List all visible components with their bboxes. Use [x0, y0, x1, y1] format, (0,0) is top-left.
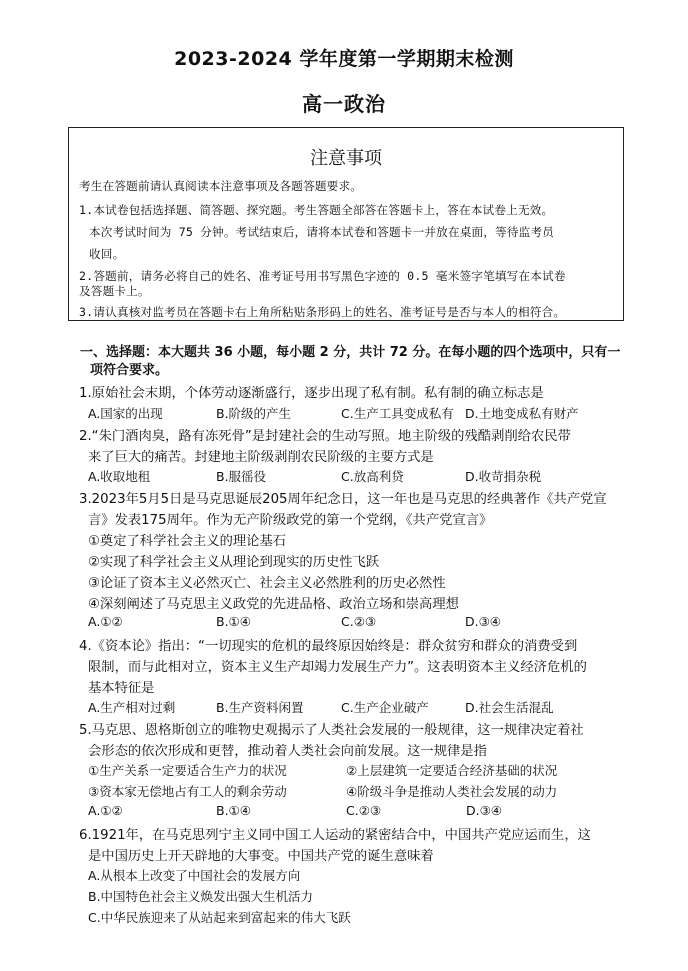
option-c: C.生产企业破产: [341, 700, 429, 715]
option-b: B.①④: [216, 803, 251, 818]
question-stem: 言》发表175周年。作为无产阶级政党的第一个党纲，《共产党宣言》: [88, 513, 493, 528]
option-c: C.生产工具变成私有: [341, 406, 454, 421]
notice-line: 3.请认真核对监考员在答题卡右上角所粘贴条形码上的姓名、准考证号是否与本人的相符合。: [79, 305, 566, 319]
option-c: C.放高利贷: [341, 469, 404, 484]
statement-item: ①奠定了科学社会主义的理论基石: [88, 534, 287, 549]
option-b: B.生产资料闲置: [216, 700, 304, 715]
option-b: B.①④: [216, 614, 251, 629]
statement-item: ③资本家无偿地占有工人的剩余劳动: [88, 784, 287, 799]
notice-line: 及答题卡上。: [79, 284, 150, 298]
option-d: D.收苛捐杂税: [465, 469, 542, 484]
notice-line: 1.本试卷包括选择题、简答题、探究题。考生答题全部答在答题卡上，答在本试卷上无效。: [79, 203, 554, 217]
question-stem: 限制，而与此相对立，资本主义生产却竭力发展生产力”。这表明资本主义经济危机的: [88, 660, 587, 675]
option-d: D.土地变成私有财产: [465, 406, 579, 421]
question-stem: 4.《资本论》指出：“一切现实的危机的最终原因始终是：群众贫穷和群众的消费受到: [79, 639, 578, 654]
option-a: A.从根本上改变了中国社会的发展方向: [88, 868, 301, 883]
question-stem: 会形态的依次形成和更替，推动着人类社会向前发展。这一规律是指: [88, 744, 487, 759]
section-heading-cont: 项符合要求。: [90, 363, 169, 378]
notice-box: [68, 127, 624, 321]
option-a: A.生产相对过剩: [88, 700, 176, 715]
statement-item: ②上层建筑一定要适合经济基础的状况: [346, 763, 558, 778]
exam-title: 2023-2024 学年度第一学期期末检测: [174, 48, 514, 70]
statement-item: ②实现了科学社会主义从理论到现实的历史性飞跃: [88, 555, 380, 570]
option-c: C.②③: [341, 614, 377, 629]
question-stem: 是中国历史上开天辟地的大事变。中国共产党的诞生意味着: [88, 849, 434, 864]
option-a: A.①②: [88, 614, 123, 629]
option-b: B.中国特色社会主义焕发出强大生机活力: [88, 889, 314, 904]
question-stem: 来了巨大的痛苦。封建地主阶级剥削农民阶级的主要方式是: [88, 450, 434, 465]
notice-line: 考生在答题前请认真阅读本注意事项及各题答题要求。: [79, 179, 363, 193]
question-stem: 5.马克思、恩格斯创立的唯物史观揭示了人类社会发展的一般规律，这一规律决定着社: [79, 723, 584, 738]
option-c: C.②③: [346, 803, 382, 818]
question-stem: 2.“朱门酒肉臭，路有冻死骨”是封建社会的生动写照。地主阶级的残酷剥削给农民带: [79, 429, 571, 444]
option-b: B.服徭役: [216, 469, 267, 484]
statement-item: ④阶级斗争是推动人类社会发展的动力: [346, 784, 558, 799]
option-d: D.③④: [466, 803, 503, 818]
notice-title: 注意事项: [310, 148, 382, 169]
question-stem: 1.原始社会末期，个体劳动逐渐盛行，逐步出现了私有制。私有制的确立标志是: [79, 386, 544, 401]
question-stem: 3.2023年5月5日是马克思诞辰205周年纪念日，这一年也是马克思的经典著作《共产党宣: [79, 492, 607, 507]
option-a: A.①②: [88, 803, 123, 818]
statement-item: ④深刻阐述了马克思主义政党的先进品格、政治立场和崇高理想: [88, 597, 459, 612]
option-a: A.国家的出现: [88, 406, 163, 421]
notice-line: 本次考试时间为 75 分钟。考试结束后，请将本试卷和答题卡一并放在桌面，等待监考员: [89, 225, 555, 239]
statement-item: ①生产关系一定要适合生产力的状况: [88, 763, 287, 778]
option-d: D.③④: [465, 614, 502, 629]
option-a: A.收取地租: [88, 469, 151, 484]
option-b: B.阶级的产生: [216, 406, 292, 421]
notice-line: 收回。: [89, 247, 125, 261]
option-d: D.社会生活混乱: [465, 700, 554, 715]
option-c: C.中华民族迎来了从站起来到富起来的伟大飞跃: [88, 910, 351, 925]
question-stem: 基本特征是: [88, 681, 155, 696]
section-heading: 一、选择题：本大题共 36 小题，每小题 2 分，共计 72 分。在每小题的四个选项中，只有一: [80, 345, 621, 360]
question-stem: 6.1921年，在马克思列宁主义同中国工人运动的紧密结合中，中国共产党应运而生，这: [79, 828, 591, 843]
notice-line: 2.答题前，请务必将自己的姓名、准考证号用书写黑色字迹的 0.5 毫米签字笔填写在本试卷: [79, 269, 566, 283]
subject-title: 高一政治: [302, 92, 386, 116]
statement-item: ③论证了资本主义必然灭亡、社会主义必然胜利的历史必然性: [88, 576, 446, 591]
